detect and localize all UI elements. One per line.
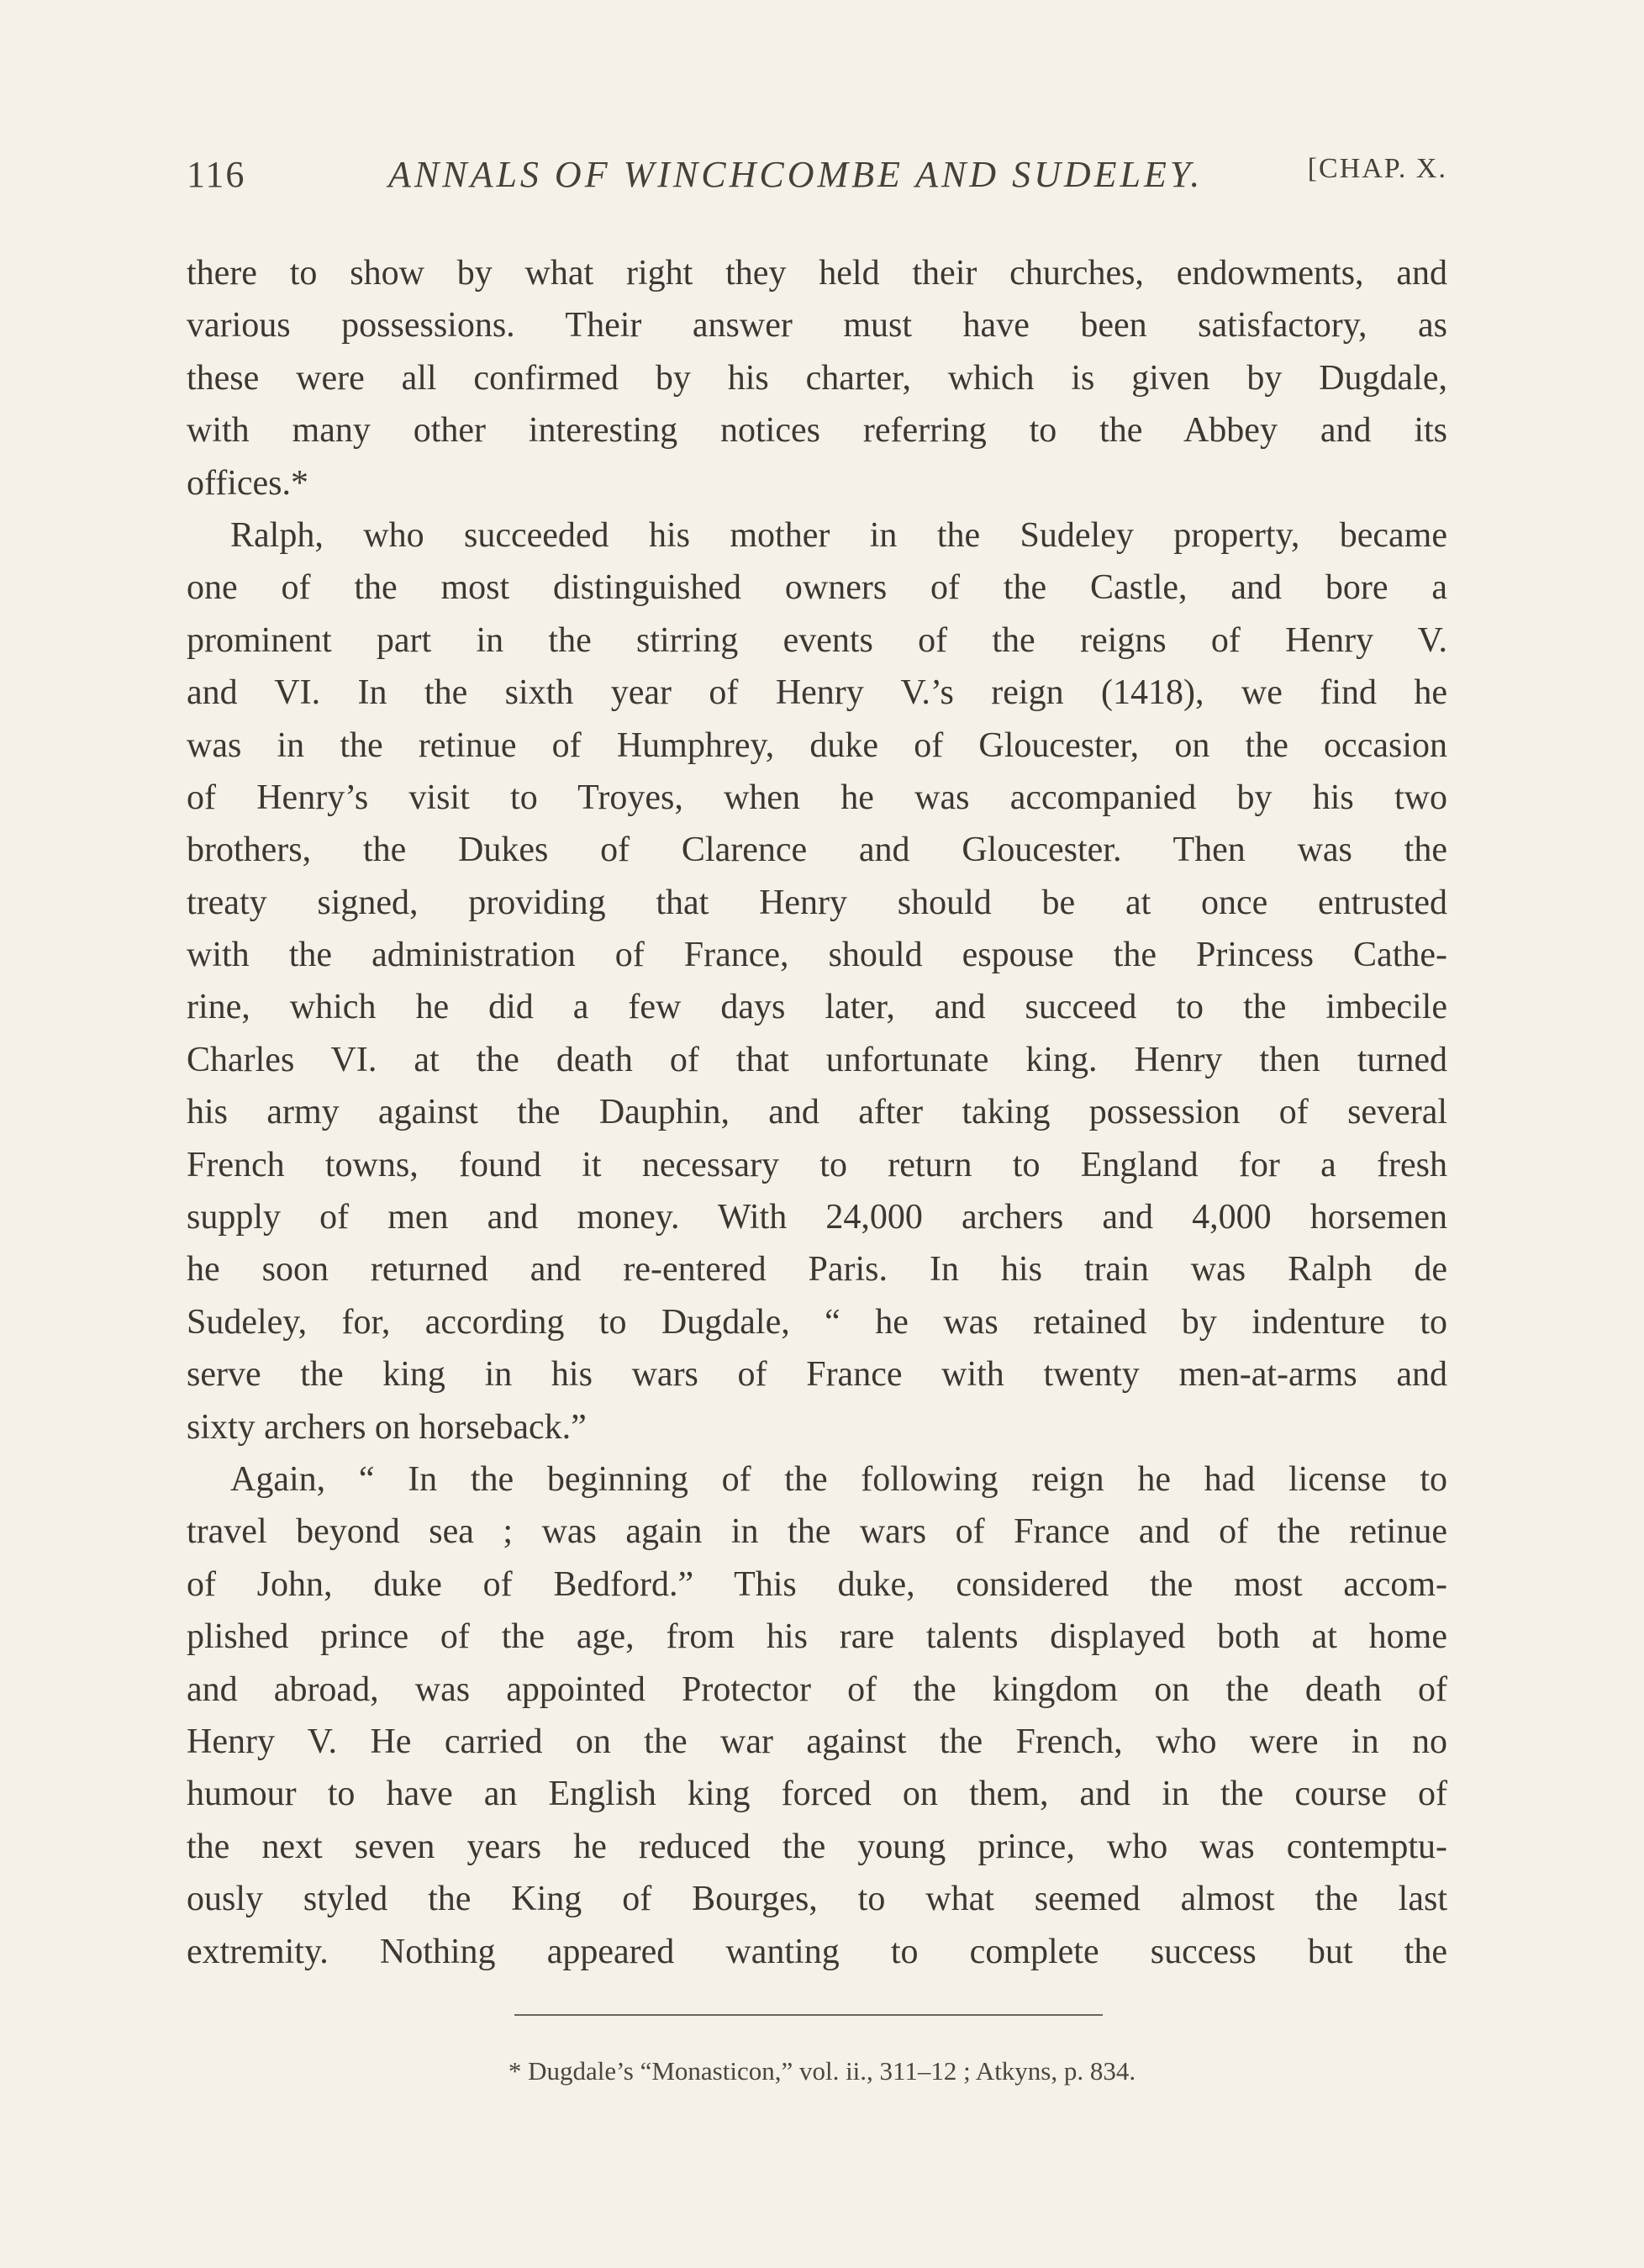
- text-line: Sudeley, for, according to Dugdale, “ he was retained by indenture to: [187, 1302, 1447, 1342]
- text-line: he soon returned and re-entered Paris. In his train was Ralph de: [187, 1250, 1447, 1290]
- text-line: plished prince of the age, from his rare talents displayed both at home: [187, 1617, 1447, 1657]
- text-line: Charles VI. at the death of that unfortunate king. Henry then turned: [187, 1040, 1447, 1079]
- text-line: there to show by what right they held their churches, endowments, and: [187, 254, 1447, 293]
- text-line: sixty archers on horseback.”: [187, 1407, 587, 1447]
- footnote: * Dugdale’s “Monasticon,” vol. ii., 311–12 ; Atkyns, p. 834.: [508, 2056, 1136, 2086]
- text-line: with many other interesting notices referring to the Abbey and its: [187, 411, 1447, 451]
- chapter-reference: [CHAP. X.: [1307, 153, 1447, 184]
- text-line: and abroad, was appointed Protector of the kingdom on the death of: [187, 1669, 1447, 1709]
- text-line: these were all confirmed by his charter, which is given by Dugdale,: [187, 358, 1447, 398]
- text-line: Ralph, who succeeded his mother in the Sudeley property, became: [230, 515, 1447, 555]
- page-header: [187, 153, 1447, 203]
- text-line: Again, “ In the beginning of the following reign he had license to: [230, 1459, 1447, 1499]
- body-text: [187, 247, 1447, 1978]
- text-line: various possessions. Their answer must have been satisfactory, as: [187, 306, 1447, 345]
- text-line: serve the king in his wars of France with twenty men-at-arms and: [187, 1355, 1447, 1395]
- text-line: supply of men and money. With 24,000 archers and 4,000 horsemen: [187, 1198, 1447, 1237]
- text-line: French towns, found it necessary to return to England for a fresh: [187, 1145, 1447, 1184]
- text-line: prominent part in the stirring events of the reigns of Henry V.: [187, 620, 1447, 660]
- text-line: was in the retinue of Humphrey, duke of Gloucester, on the occasion: [187, 725, 1447, 765]
- text-line: travel beyond sea ; was again in the wars of France and of the retinue: [187, 1512, 1447, 1552]
- text-line: treaty signed, providing that Henry should be at once entrusted: [187, 883, 1447, 922]
- footnote-divider: [514, 2014, 1103, 2016]
- text-line: extremity. Nothing appeared wanting to complete success but the: [187, 1932, 1447, 1971]
- text-line: rine, which he did a few days later, and succeed to the imbecile: [187, 988, 1447, 1027]
- text-line: and VI. In the sixth year of Henry V.’s reign (1418), we find he: [187, 673, 1447, 713]
- text-line: Henry V. He carried on the war against the French, who were in no: [187, 1722, 1447, 1761]
- text-line: the next seven years he reduced the young prince, who was contemptu-: [187, 1827, 1447, 1866]
- text-line: brothers, the Dukes of Clarence and Gloucester. Then was the: [187, 831, 1447, 870]
- text-line: of John, duke of Bedford.” This duke, considered the most accom-: [187, 1564, 1447, 1604]
- text-line: offices.*: [187, 463, 309, 503]
- text-line: one of the most distinguished owners of the Castle, and bore a: [187, 568, 1447, 608]
- text-line: of Henry’s visit to Troyes, when he was accompanied by his two: [187, 778, 1447, 817]
- page-number: 116: [187, 154, 246, 195]
- text-line: with the administration of France, should espouse the Princess Cathe-: [187, 936, 1447, 975]
- text-line: ously styled the King of Bourges, to what seemed almost the last: [187, 1880, 1447, 1919]
- text-line: humour to have an English king forced on them, and in the course of: [187, 1775, 1447, 1814]
- text-line: his army against the Dauphin, and after taking possession of several: [187, 1093, 1447, 1132]
- running-title: ANNALS OF WINCHCOMBE AND SUDELEY.: [388, 154, 1204, 195]
